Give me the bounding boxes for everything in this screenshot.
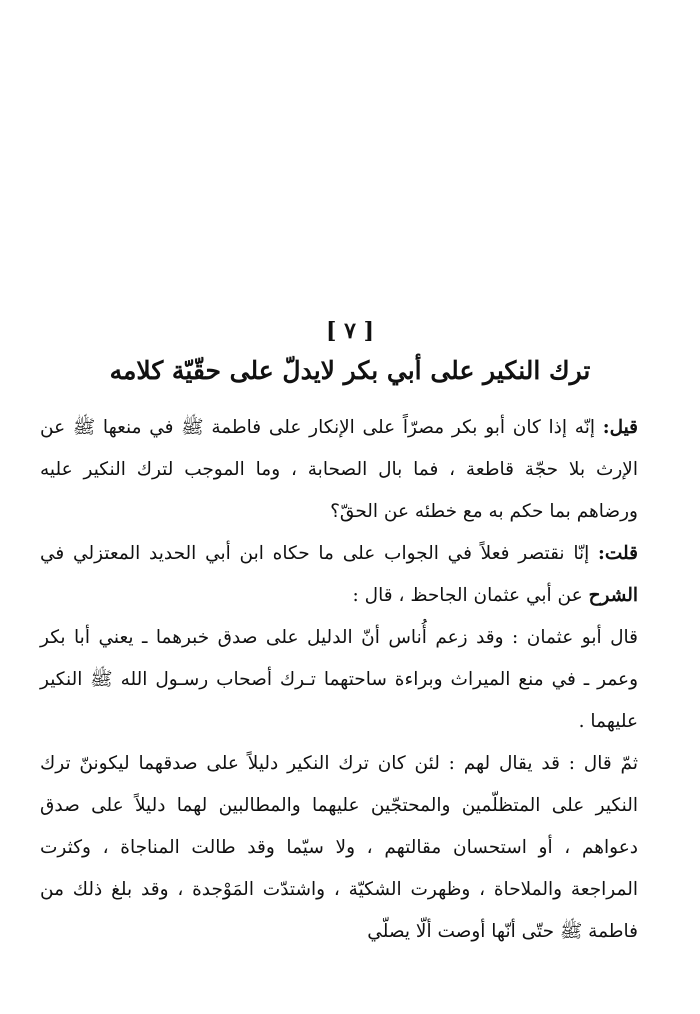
book-name-sharh: الشرح [588, 585, 638, 606]
paragraph-text: قال أبو عثمان : وقد زعم أُناس أنّ الدليل على صدق خبرهما ـ يعني أبا بكر وعمر ـ في منع الميراث وبراءة ساحتهما تـرك أصحاب رسـول الله ﷺ النكير عليهما . [40, 627, 638, 732]
paragraph-quote-1 [40, 617, 638, 743]
lead-word-qil: قيل: [602, 417, 638, 438]
chapter-number: [ ٧ ] [326, 318, 374, 344]
paragraph-text: إنّا نقتصر فعلاً في الجواب على ما حكاه ابن أبي الحديد المعتزلي في [40, 543, 599, 564]
paragraph-text: إنّه إذا كان أبو بكر مصرّاً على الإنكار على فاطمة ﷺ في منعها ﷺ عن الإرث بلا حجّة قاطعة ، فما بال الصحابة ، وما الموجب لترك النكير عليه ورضاهم بما حكم به مع خطئه عن الحقّ؟ [40, 417, 638, 522]
paragraph-question [40, 407, 638, 533]
paragraph-text: ثمّ قال : قد يقال لهم : لئن كان ترك النكير دليلاً على صدقهما ليكوننّ ترك النكير على المتظلّمين والمحتجّين عليهما والمطالبين لهما دليلاً على صدق دعواهم ، أو استحسان مقالتهم ، ولا سيّما وقد طالت المناجاة ، وكثرت المراجعة والملاحاة ، وظهرت الشكيّة ، واشتدّت المَوْجدة ، وقد بلغ ذلك من فاطمة ﷺ حتّى أنّها أوصت ألّا يصلّي [40, 753, 638, 942]
chapter-title: ترك النكير على أبي بكر لايدلّ على حقّيّة كلامه [109, 356, 591, 385]
paragraph-quote-2 [40, 743, 638, 953]
lead-word-qult: قلت: [598, 543, 638, 564]
body-text [40, 407, 638, 953]
paragraph-text: عن أبي عثمان الجاحظ ، قال : [352, 585, 589, 606]
paragraph-answer [40, 533, 638, 617]
